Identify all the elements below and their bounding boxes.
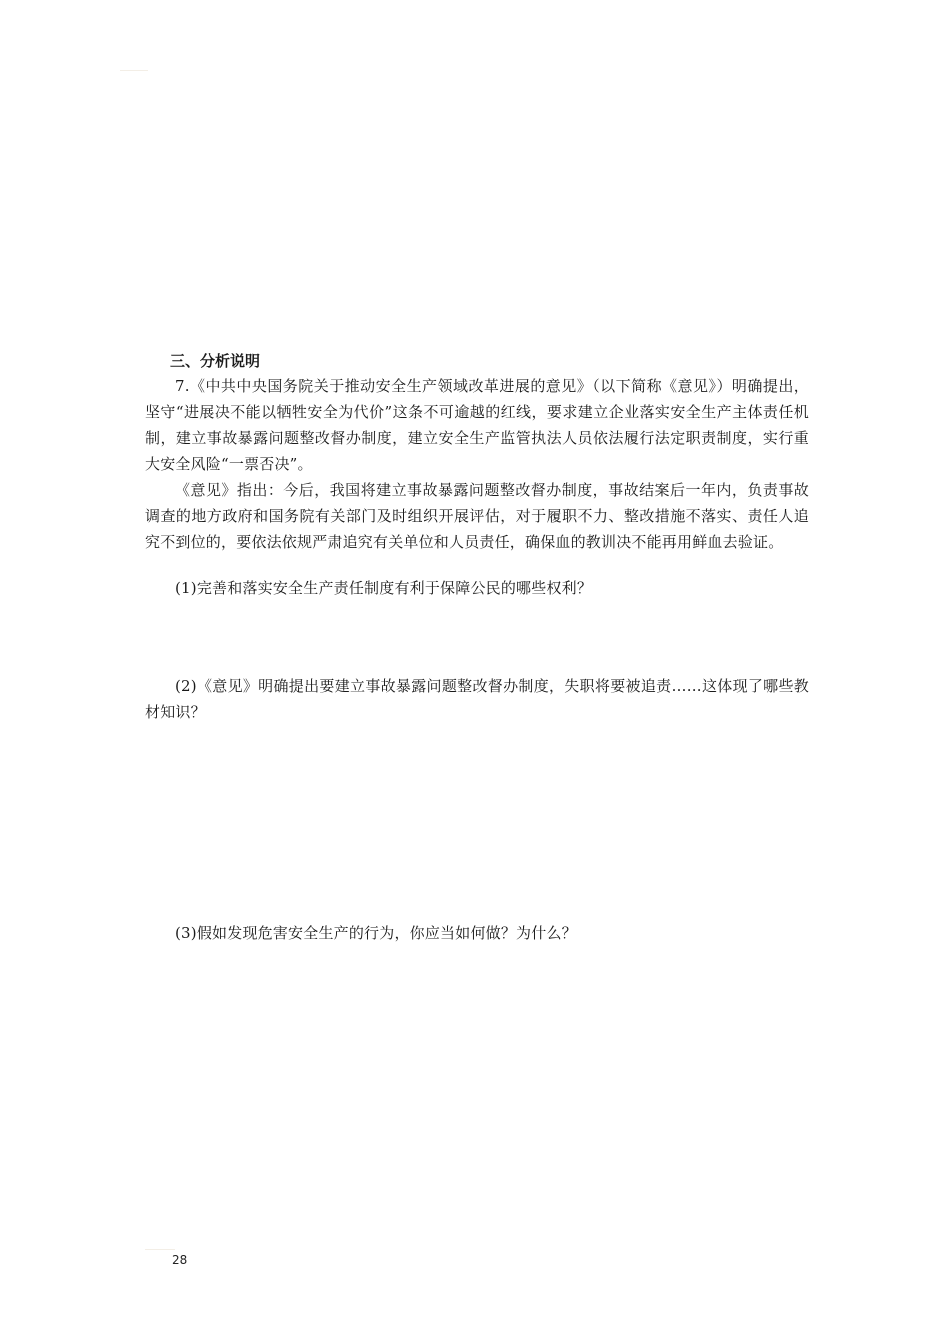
sub-question-2: (2)《意见》明确提出要建立事故暴露问题整改督办制度，失职将要被追责……这体现了哪些教材知识？ bbox=[145, 677, 809, 721]
sub-question-3: (3)假如发现危害安全生产的行为，你应当如何做？为什么？ bbox=[175, 924, 577, 942]
question-7-paragraph-1: 7.《中共中央国务院关于推动安全生产领域改革进展的意见》（以下简称《意见》）明确提出，坚守“进展决不能以牺牲安全为代价”这条不可逾越的红线，要求建立企业落实安全生产主体责任机制，建立事故暴露问题整改督办制度，建立安全生产监管执法人员依法履行法定职责制度，实行重大安全风险“一票否决”。 bbox=[145, 377, 809, 473]
section-heading: 三、分析说明 bbox=[170, 352, 261, 370]
faint-mark-top bbox=[120, 70, 148, 71]
sub-question-1: (1)完善和落实安全生产责任制度有利于保障公民的哪些权利？ bbox=[175, 579, 593, 597]
page-number: 28 bbox=[172, 1253, 188, 1267]
faint-mark-footer bbox=[145, 1249, 175, 1250]
question-7-paragraph-2: 《意见》指出：今后，我国将建立事故暴露问题整改督办制度，事故结案后一年内，负责事故调查的地方政府和国务院有关部门及时组织开展评估，对于履职不力、整改措施不落实、责任人追究不到位的，要依法依规严肃追究有关单位和人员责任，确保血的教训决不能再用鲜血去验证。 bbox=[145, 481, 809, 551]
